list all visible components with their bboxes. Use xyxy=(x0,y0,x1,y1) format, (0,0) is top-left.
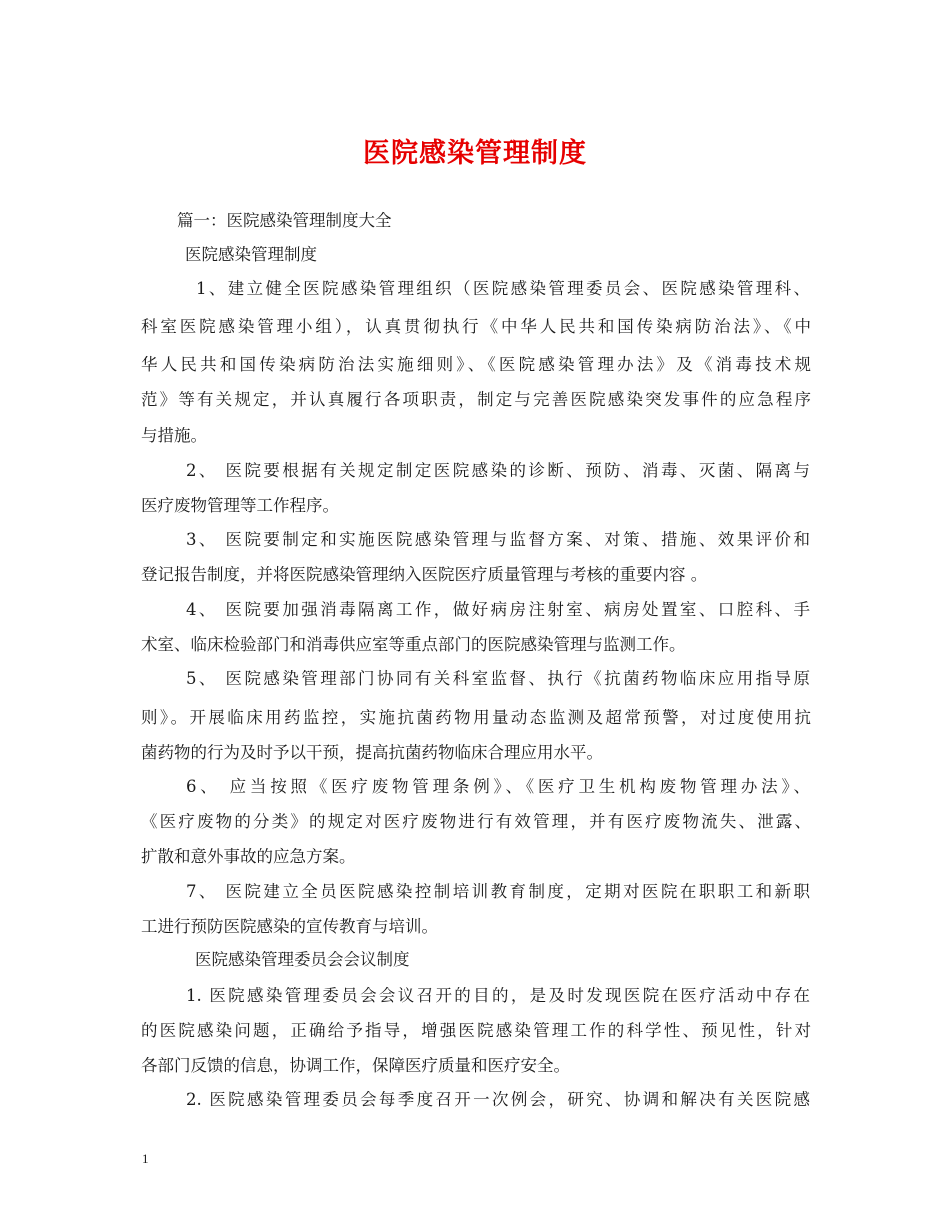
paragraph-line: 2. 医院感染管理委员会每季度召开一次例会，研究、协调和解决有关医院感 xyxy=(186,1090,810,1109)
section-subheading: 医院感染管理制度 xyxy=(185,245,317,264)
paragraph-line: 医疗废物管理等工作程序。 xyxy=(141,496,339,515)
paragraph-line: 科室医院感染管理小组），认真贯彻执行《中华人民共和国传染病防治法》、《中 xyxy=(141,317,811,336)
paragraph-line: 工进行预防医院感染的宣传教育与培训。 xyxy=(141,917,438,936)
section-heading: 篇一：医院感染管理制度大全 xyxy=(177,211,392,230)
paragraph-line: 术室、临床检验部门和消毒供应室等重点部门的医院感染管理与监测工作。 xyxy=(141,635,686,654)
paragraph-line: 菌药物的行为及时予以干预，提高抗菌药物临床合理应用水平。 xyxy=(141,743,603,762)
paragraph-line: 的医院感染问题，正确给予指导，增强医院感染管理工作的科学性、预见性，针对 xyxy=(141,1021,811,1040)
paragraph-line: 扩散和意外事故的应急方案。 xyxy=(141,847,356,866)
paragraph-line: 5、 医院感染管理部门协同有关科室监督、执行《抗菌药物临床应用指导原 xyxy=(186,669,810,688)
paragraph-line: 登记报告制度，并将医院感染管理纳入医院医疗质量管理与考核的重要内容 。 xyxy=(141,565,708,584)
document-title: 医院感染管理制度 xyxy=(363,138,587,169)
paragraph-line: 与措施。 xyxy=(141,426,207,445)
paragraph-line: 4、 医院要加强消毒隔离工作，做好病房注射室、病房处置室、口腔科、手 xyxy=(186,600,810,619)
paragraph-line: 2、 医院要根据有关规定制定医院感染的诊断、预防、消毒、灭菌、隔离与 xyxy=(186,461,810,480)
paragraph-line: 华人民共和国传染病防治法实施细则》、《医院感染管理办法》及《消毒技术规 xyxy=(141,355,811,374)
paragraph-line: 各部门反馈的信息，协调工作，保障医疗质量和医疗安全。 xyxy=(141,1056,570,1075)
paragraph-line: 范》等有关规定，并认真履行各项职责，制定与完善医院感染突发事件的应急程序 xyxy=(141,390,811,409)
paragraph-line: 7、 医院建立全员医院感染控制培训教育制度，定期对医院在职职工和新职 xyxy=(186,882,810,901)
paragraph-line: 则》。开展临床用药监控，实施抗菌药物用量动态监测及超常预警，对过度使用抗 xyxy=(141,708,811,727)
page-number: 1 xyxy=(142,1151,149,1166)
paragraph-line: 1. 医院感染管理委员会会议召开的目的，是及时发现医院在医疗活动中存在 xyxy=(186,986,810,1005)
paragraph-line: 1、建立健全医院感染管理组织（医院感染管理委员会、医院感染管理科、 xyxy=(196,279,810,298)
paragraph-line: 《医疗废物的分类》的规定对医疗废物进行有效管理，并有医疗废物流失、泄露、 xyxy=(141,812,811,831)
paragraph-line: 3、 医院要制定和实施医院感染管理与监督方案、对策、措施、效果评价和 xyxy=(186,530,810,549)
section-subheading: 医院感染管理委员会会议制度 xyxy=(195,950,410,969)
paragraph-line: 6、 应当按照《医疗废物管理条例》、《医疗卫生机构废物管理办法》、 xyxy=(186,777,810,796)
